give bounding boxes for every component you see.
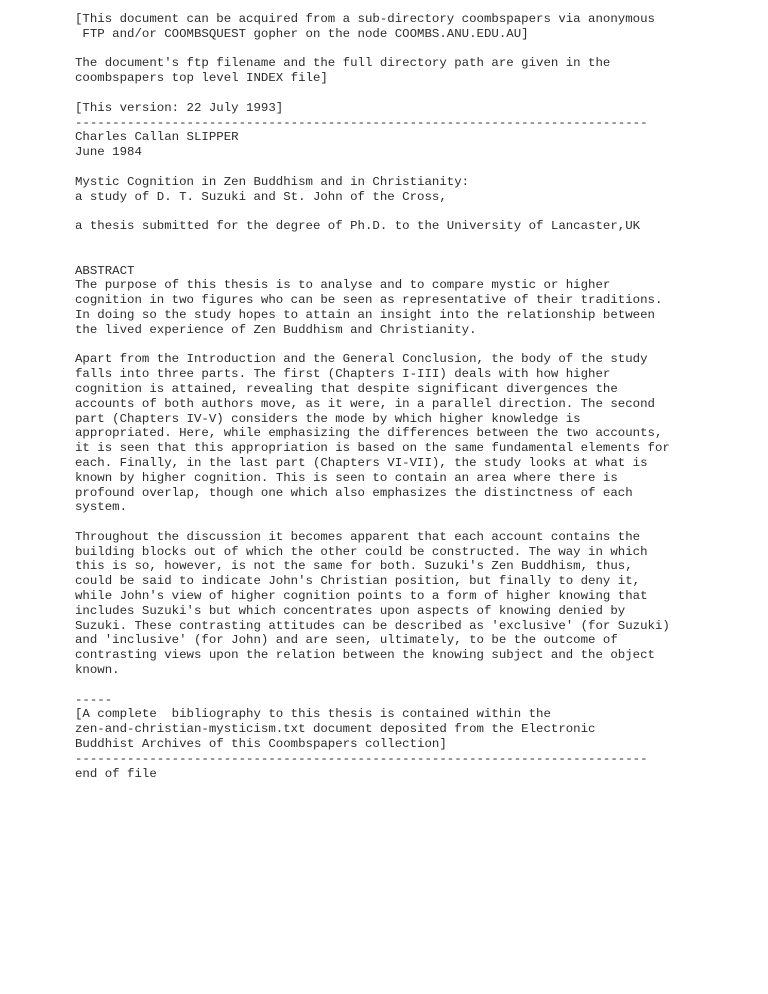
paragraph1-line: The purpose of this thesis is to analyse and to compare mystic or higher [75, 278, 611, 293]
paragraph2-line: appropriated. Here, while emphasizing the differences between the two accounts, [75, 426, 663, 441]
paragraph3-line: known. [75, 663, 120, 678]
paragraph2-line: known by higher cognition. This is seen to contain an area where there is [75, 470, 618, 485]
blank-line [75, 86, 755, 101]
abstract-heading: ABSTRACT [75, 263, 135, 278]
paragraph2-line: system. [75, 500, 128, 515]
short-rule: ----- [75, 692, 113, 707]
paragraph3-line: this is so, however, is not the same for both. Suzuki's Zen Buddhism, thus, [75, 559, 633, 574]
blank-line [75, 42, 755, 57]
document-body [75, 12, 755, 781]
end-of-file: end of file [75, 766, 157, 781]
thesis-date: June 1984 [75, 145, 142, 160]
paragraph2-line: profound overlap, though one which also emphasizes the distinctness of each [75, 485, 633, 500]
ftp-note-line-1: The document's ftp filename and the full directory path are given in the [75, 56, 611, 71]
bibliography-note-line: zen-and-christian-mysticism.txt document deposited from the Electronic [75, 722, 596, 737]
blank-line [75, 678, 755, 693]
paragraph1-line: In doing so the study hopes to attain an insight into the relationship between [75, 307, 655, 322]
paragraph2-line: part (Chapters IV-V) considers the mode by which higher knowledge is [75, 411, 581, 426]
paragraph2-line: it is seen that this appropriation is based on the same fundamental elements for [75, 441, 670, 456]
paragraph2-line: falls into three parts. The first (Chapters I-III) deals with how higher [75, 367, 611, 382]
blank-line [75, 160, 755, 175]
paragraph3-line: contrasting views upon the relation between the knowing subject and the object [75, 648, 655, 663]
paragraph1-line: the lived experience of Zen Buddhism and Christianity. [75, 322, 477, 337]
paragraph3-line: includes Suzuki's but which concentrates upon aspects of knowing denied by [75, 603, 626, 618]
header-note-line-2: FTP and/or COOMBSQUEST gopher on the node COOMBS.ANU.EDU.AU] [75, 26, 529, 41]
paragraph3-line: while John's view of higher cognition points to a form of higher knowing that [75, 589, 648, 604]
title-line-1: Mystic Cognition in Zen Buddhism and in Christianity: [75, 174, 470, 189]
paragraph3-line: could be said to indicate John's Christian position, but finally to deny it, [75, 574, 641, 589]
separator-bottom: ----------------------------------------------------------------------------- [75, 751, 648, 766]
paragraph3-line: Suzuki. These contrasting attitudes can be described as 'exclusive' (for Suzuki) [75, 618, 670, 633]
paragraph3-line: building blocks out of which the other could be constructed. The way in which [75, 544, 648, 559]
paragraph3-line: and 'inclusive' (for John) and are seen, ultimately, to be the outcome of [75, 633, 618, 648]
paragraph2-line: each. Finally, in the last part (Chapters VI-VII), the study looks at what is [75, 455, 648, 470]
bibliography-note-line: [A complete bibliography to this thesis is contained within the [75, 707, 551, 722]
paragraph3-line: Throughout the discussion it becomes apparent that each account contains the [75, 529, 641, 544]
paragraph2-line: cognition is attained, revealing that despite significant divergences the [75, 381, 618, 396]
ftp-note-line-2: coombspapers top level INDEX file] [75, 71, 328, 86]
author-name: Charles Callan SLIPPER [75, 130, 239, 145]
thesis-statement: a thesis submitted for the degree of Ph.D. to the University of Lancaster,UK [75, 219, 641, 234]
version-note: [This version: 22 July 1993] [75, 100, 284, 115]
title-line-2: a study of D. T. Suzuki and St. John of the Cross, [75, 189, 447, 204]
paragraph2-line: accounts of both authors move, as it were, in a parallel direction. The second [75, 396, 655, 411]
blank-lines [75, 234, 755, 264]
header-note-line-1: [This document can be acquired from a sub-directory coombspapers via anonymous [75, 12, 655, 26]
blank-line [75, 338, 755, 353]
blank-line [75, 204, 755, 219]
bibliography-note-line: Buddhist Archives of this Coombspapers collection] [75, 737, 447, 752]
separator-top: ----------------------------------------------------------------------------- [75, 115, 648, 130]
blank-line [75, 515, 755, 530]
paragraph1-line: cognition in two figures who can be seen as representative of their traditions. [75, 293, 663, 308]
paragraph2-line: Apart from the Introduction and the General Conclusion, the body of the study [75, 352, 648, 367]
